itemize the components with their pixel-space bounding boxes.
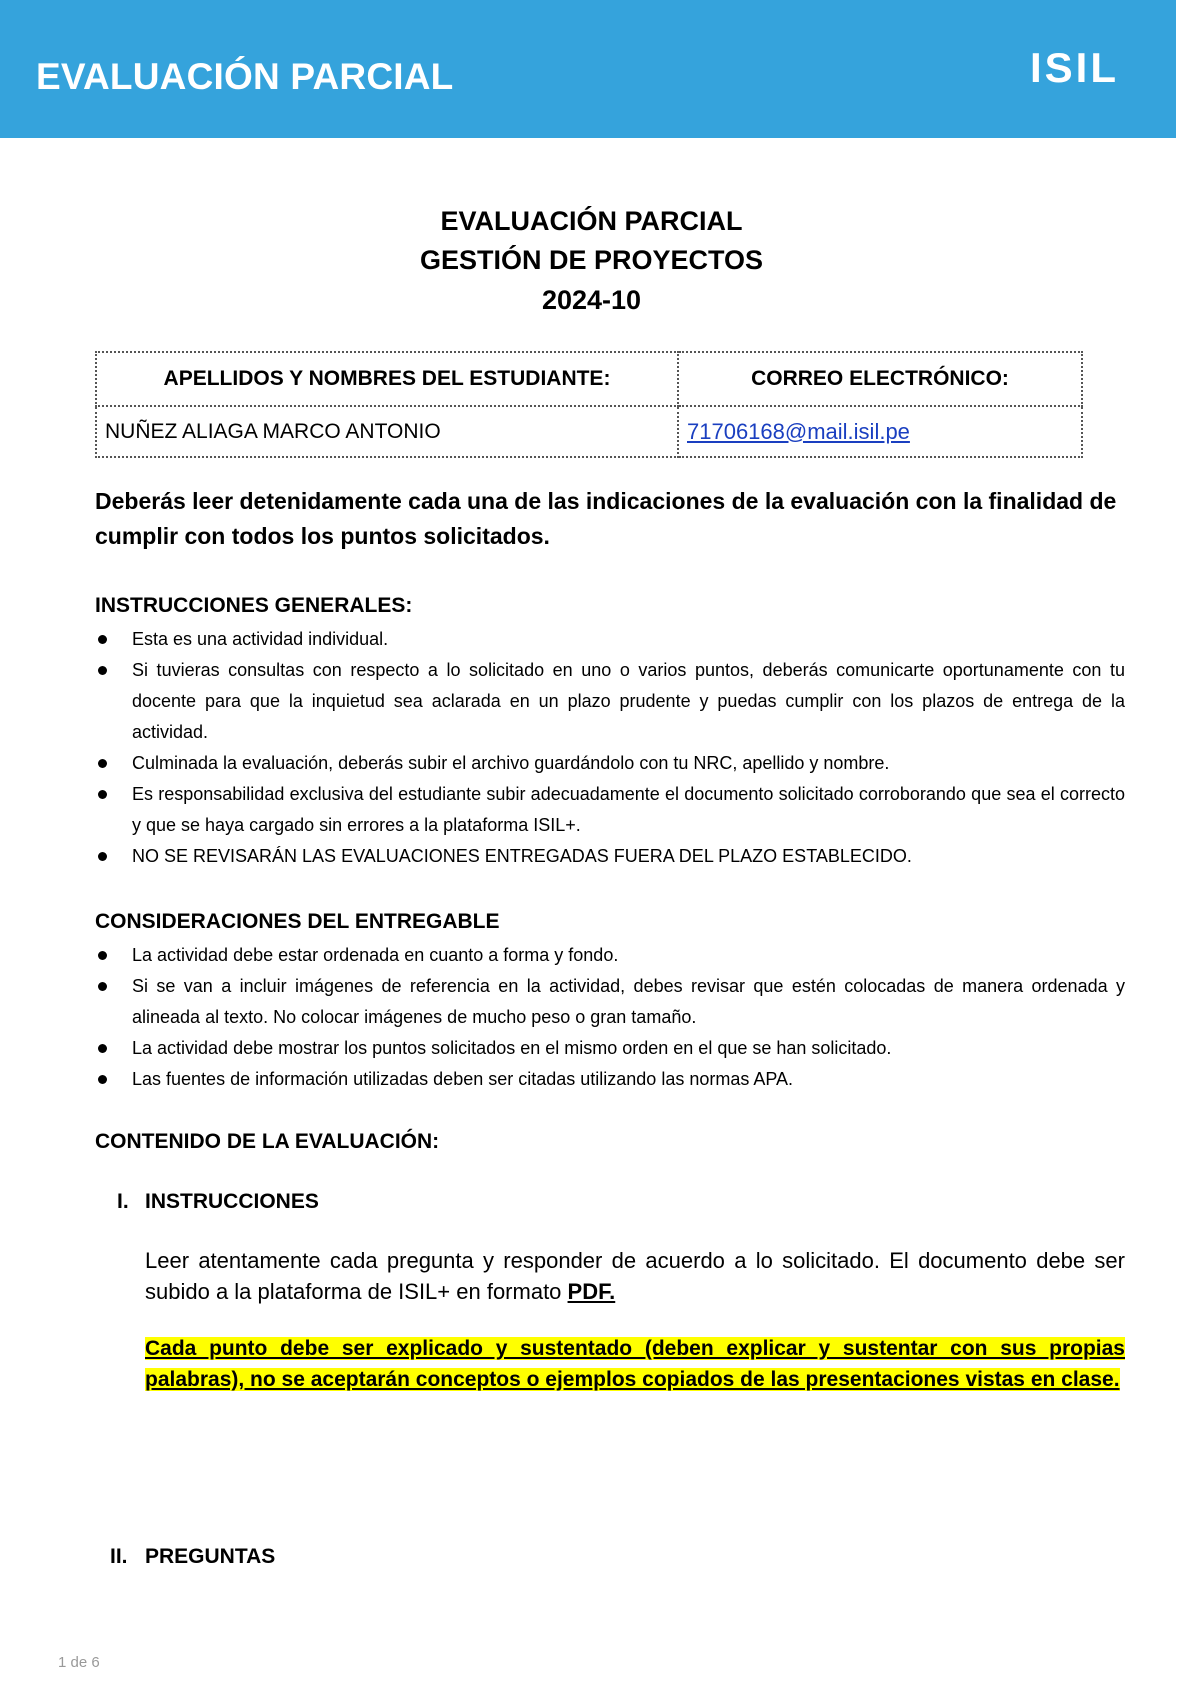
bullet-icon xyxy=(98,759,107,768)
banner-title: EVALUACIÓN PARCIAL xyxy=(36,56,454,97)
list-item: La actividad debe estar ordenada en cuanto a forma y fondo. xyxy=(95,940,1125,971)
course-name: GESTIÓN DE PROYECTOS xyxy=(419,245,764,275)
instructions-paragraph: Leer atentamente cada pregunta y responder de acuerdo a lo solicitado. El documento debe ser subido a la plataforma de ISIL+ en formato PDF. xyxy=(145,1248,1125,1304)
deliverable-title: CONSIDERACIONES DEL ENTREGABLE xyxy=(95,910,500,933)
bullet-icon xyxy=(98,982,107,991)
bullet-icon xyxy=(98,852,107,861)
section-label-instrucciones: INSTRUCCIONES xyxy=(145,1190,319,1213)
bullet-icon xyxy=(98,1075,107,1084)
general-instructions-title: INSTRUCCIONES GENERALES: xyxy=(95,594,413,617)
list-item: Es responsabilidad exclusiva del estudiante subir adecuadamente el documento solicitado corroborando que sea el correcto y que se haya cargado sin errores a la plataforma ISIL+. xyxy=(95,779,1125,841)
general-instructions-list xyxy=(95,624,1125,872)
student-info-table xyxy=(95,351,1083,458)
section-numeral: I. xyxy=(117,1190,129,1213)
list-item: Culminada la evaluación, deberás subir el archivo guardándolo con tu NRC, apellido y nombre. xyxy=(95,748,1125,779)
student-name: NUÑEZ ALIAGA MARCO ANTONIO xyxy=(96,406,678,457)
list-item: La actividad debe mostrar los puntos solicitados en el mismo orden en el que se han solicitado. xyxy=(95,1033,1125,1064)
header-banner xyxy=(0,0,1176,138)
email-cell xyxy=(678,406,1082,457)
document-title: EVALUACIÓN PARCIAL xyxy=(440,206,743,236)
bullet-icon xyxy=(98,790,107,799)
page-number: 1 de 6 xyxy=(58,1654,100,1671)
bullet-icon xyxy=(98,1044,107,1053)
section-numeral: II. xyxy=(110,1545,128,1568)
name-header: APELLIDOS Y NOMBRES DEL ESTUDIANTE: xyxy=(96,352,678,406)
section-label-preguntas: PREGUNTAS xyxy=(145,1545,276,1568)
isil-logo: ISIL xyxy=(1030,44,1120,91)
pdf-emphasis: PDF. xyxy=(567,1279,616,1304)
table-header-row xyxy=(96,352,1082,406)
list-item: NO SE REVISARÁN LAS EVALUACIONES ENTREGADAS FUERA DEL PLAZO ESTABLECIDO. xyxy=(95,841,1125,872)
term-code: 2024-10 xyxy=(541,285,642,315)
highlighted-warning: Cada punto debe ser explicado y sustentado (deben explicar y sustentar con sus propias palabras), no se aceptarán conceptos o ejemplos copiados de las presentaciones vistas en clase. xyxy=(145,1337,1125,1391)
email-header: CORREO ELECTRÓNICO: xyxy=(678,352,1082,406)
list-item: Las fuentes de información utilizadas deben ser citadas utilizando las normas APA. xyxy=(95,1064,1125,1095)
list-item: Esta es una actividad individual. xyxy=(95,624,1125,655)
bullet-icon xyxy=(98,951,107,960)
bullet-icon xyxy=(98,635,107,644)
email-link[interactable]: 71706168@mail.isil.pe xyxy=(687,418,910,444)
list-item: Si tuvieras consultas con respecto a lo solicitado en uno o varios puntos, deberás comunicarte oportunamente con tu docente para que la inquietud sea aclarada en un plazo prudente y puedas cumplir con los plazos de entrega de la actividad. xyxy=(95,655,1125,748)
table-row xyxy=(96,406,1082,457)
content-title: CONTENIDO DE LA EVALUACIÓN: xyxy=(95,1130,440,1153)
deliverable-list xyxy=(95,940,1125,1095)
intro-text: Deberás leer detenidamente cada una de las indicaciones de la evaluación con la finalidad de cumplir con todos los puntos solicitados. xyxy=(95,488,1117,549)
list-item: Si se van a incluir imágenes de referencia en la actividad, debes revisar que estén colocadas de manera ordenada y alineada al texto. No colocar imágenes de mucho peso o gran tamaño. xyxy=(95,971,1125,1033)
bullet-icon xyxy=(98,666,107,675)
